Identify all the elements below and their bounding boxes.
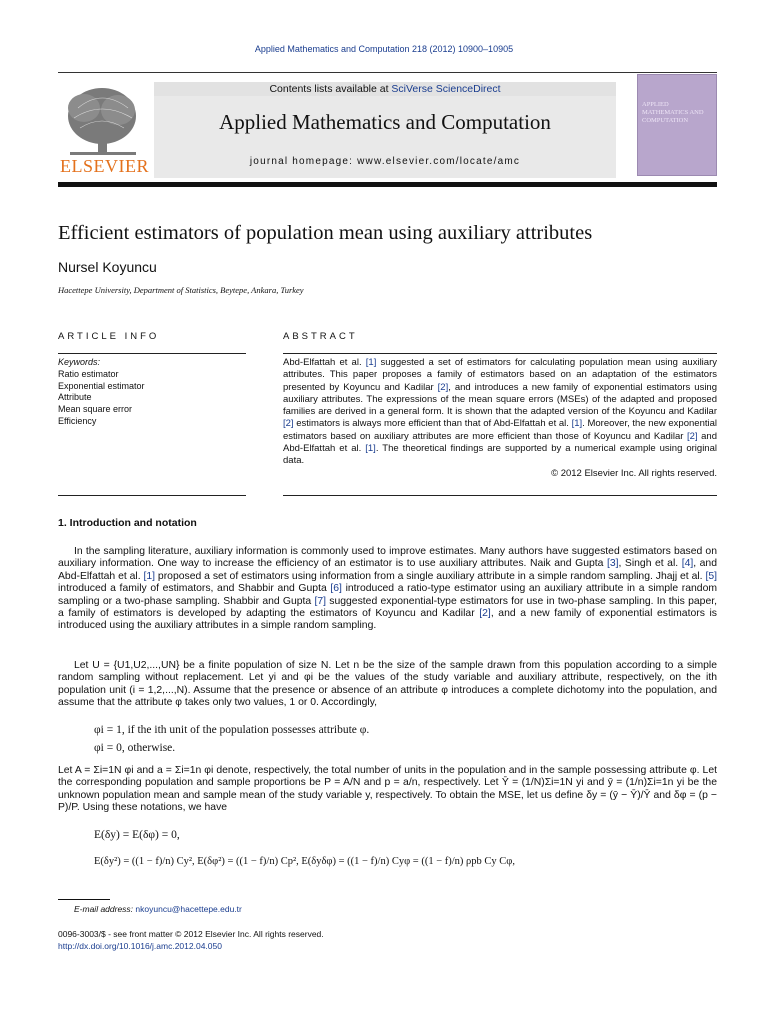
keyword-item: Exponential estimator xyxy=(58,380,145,391)
article-info-label: ARTICLE INFO xyxy=(58,331,160,342)
text-fragment: , and Abd-Elfattah et al. xyxy=(58,558,717,582)
citation-link[interactable]: [2] xyxy=(437,381,449,393)
citation-link[interactable]: [7] xyxy=(314,595,327,607)
journal-citation[interactable]: Applied Mathematics and Computation 218 (2012) 10900–10905 xyxy=(254,44,514,54)
elsevier-wordmark[interactable]: ELSEVIER xyxy=(60,156,149,176)
abstract-copyright: © 2012 Elsevier Inc. All rights reserved. xyxy=(551,467,717,479)
journal-cover-thumbnail[interactable] xyxy=(637,74,717,176)
keyword-item: Efficiency xyxy=(58,415,97,426)
keywords-label: Keywords: xyxy=(58,357,101,367)
keyword-item: Ratio estimator xyxy=(58,368,119,379)
citation-link[interactable]: [4] xyxy=(681,558,694,570)
footnote-rule xyxy=(58,899,110,900)
citation-link[interactable]: [2] xyxy=(283,418,294,430)
journal-homepage[interactable]: journal homepage: www.elsevier.com/locate/amc xyxy=(249,156,521,167)
keyword-item: Mean square error xyxy=(58,404,133,415)
keyword-item: Attribute xyxy=(58,392,92,403)
equation-variances: E(δy²) = ((1 − f)/n) Cy², E(δφ²) = ((1 − f)/n) Cp², E(δyδφ) = ((1 − f)/n) Cyφ = ((1 − f)/n) ρpb Cy Cφ, xyxy=(94,856,515,867)
journal-banner xyxy=(154,82,616,178)
abstract-fragment: . Moreover, the new exponential estimators based on auxiliary attributes are more efficient than those of Koyuncu and Kadilar xyxy=(283,418,717,442)
citation-link[interactable]: [1] xyxy=(143,570,156,582)
intro-paragraph-2: Let U = {U1,U2,...,UN} be a finite population of size N. Let n be the size of the sample drawn from this population according to a simple random sampling without replacement. Let yi and φi be the values of the study variable and auxiliary attribute, respectively, on the ith population unit (i = 1,2,...,N). Assume that the presence or absence of an attribute φ introduces a complete dichotomy into the population, and assume that the attribute φ takes only two values, 1 or 0. Accordingly, xyxy=(58,660,717,709)
section-heading: 1. Introduction and notation xyxy=(58,517,197,529)
citation-link[interactable]: [6] xyxy=(330,583,342,595)
text-fragment: , Singh et al. xyxy=(618,558,682,570)
text-fragment: In the sampling literature, auxiliary information is commonly used to improve estimates. Many authors have suggested estimators based on auxiliary information. One way to increase the efficiency of an estimator is to use auxiliary attributes. Naik and Gupta xyxy=(58,546,717,570)
abstract-rule xyxy=(283,353,717,354)
abstract-fragment: Abd-Elfattah et al. xyxy=(283,357,366,368)
sciencedirect-link[interactable]: SciVerse ScienceDirect xyxy=(391,83,501,95)
author-affiliation: Hacettepe University, Department of Statistics, Beytepe, Ankara, Turkey xyxy=(58,285,304,295)
abstract-label: ABSTRACT xyxy=(283,331,358,342)
article-info-bottom-rule xyxy=(58,495,246,496)
abstract-text xyxy=(283,357,717,480)
front-matter-notice: 0096-3003/$ - see front matter © 2012 Elsevier Inc. All rights reserved. xyxy=(58,929,324,939)
citation-link[interactable]: [1] xyxy=(365,357,377,368)
email-label: E-mail address: xyxy=(74,904,136,914)
citation-link[interactable]: [1] xyxy=(365,443,376,455)
journal-name: Applied Mathematics and Computation xyxy=(219,110,551,134)
abstract-fragment: and Abd-Elfattah et al. xyxy=(283,430,717,455)
text-fragment: proposed a set of estimators using information from a single auxiliary attribute in a simple random sampling. Jhajj et al. xyxy=(155,570,706,582)
keywords-block xyxy=(58,357,248,428)
citation-link[interactable]: [2] xyxy=(479,608,491,620)
abstract-fragment: , and introduces a new family of exponential estimators using auxiliary attributes. The expressions of the mean square errors (MSEs) of the adapted and proposed families are derived in a general form. It is shown that the adapted version of the Koyuncu and Kadilar xyxy=(283,381,717,418)
equation-expectations: E(δy) = E(δφ) = 0, xyxy=(94,829,180,841)
abstract-fragment: estimators is always more efficient than that of Abd-Elfattah et al. xyxy=(293,418,572,430)
author-name[interactable]: Nursel Koyuncu xyxy=(58,259,157,275)
abstract-bottom-rule xyxy=(283,495,717,496)
citation-link[interactable]: [1] xyxy=(571,418,583,430)
text-fragment: introduced a family of estimators, and Shabbir and Gupta xyxy=(58,583,331,595)
contents-line xyxy=(154,82,616,96)
abstract-fragment: suggested a set of estimators for calculating population mean using auxiliary attributes. This paper proposes a family of estimators based on an adaptation of the estimators presented by Koyuncu and Kadilar xyxy=(283,357,717,393)
citation-link[interactable]: [2] xyxy=(687,430,698,442)
equation-phi-zero: φi = 0, otherwise. xyxy=(94,742,176,754)
citation-link[interactable]: [5] xyxy=(705,570,717,582)
masthead-bottom-rule xyxy=(58,182,717,187)
article-info-rule xyxy=(58,353,246,354)
intro-paragraph-1 xyxy=(58,546,717,633)
footnote-email xyxy=(74,904,242,914)
front-matter xyxy=(58,928,324,952)
email-link[interactable]: nkoyuncu@hacettepe.edu.tr xyxy=(135,904,242,914)
text-fragment: , and a new family of exponential estimators is introduced using the auxiliary attributes in a simple random sampling. xyxy=(58,608,717,632)
cover-title: APPLIED MATHEMATICS AND COMPUTATION xyxy=(642,101,704,124)
intro-paragraph-3: Let A = Σi=1N φi and a = Σi=1n φi denote, respectively, the total number of units in the population and in the sample possessing attribute φ. Let the corresponding population and sample proportions be P = A/N and p = a/n, respectively. Let Ȳ = (1/N)Σi=1N yi and ȳ = (1/n)Σi=1n yi be the unknown population mean and sample mean of the study variable y, respectively. To obtain the MSE, let us define δy = (ȳ − Ȳ)/Ȳ and δφ = (p − P)/P. Using these notations, we have xyxy=(58,765,717,814)
text-fragment: suggested exponential-type estimators for use in two-phase sampling. In this paper, a family of estimators is developed by adapting the estimators of Koyuncu and Kadilar xyxy=(58,595,718,620)
contents-prefix: Contents lists available at xyxy=(269,83,392,95)
equation-phi-one: φi = 1, if the ith unit of the population possesses attribute φ. xyxy=(94,724,370,736)
text-fragment: introduced a ratio-type estimator using an auxiliary attribute in a simple random sampling or a two-phase sampling. Shabbir and Gupta xyxy=(58,583,718,607)
masthead-top-rule xyxy=(58,72,717,73)
article-title: Efficient estimators of population mean using auxiliary attributes xyxy=(58,222,593,244)
doi-link[interactable]: http://dx.doi.org/10.1016/j.amc.2012.04.050 xyxy=(58,941,222,951)
abstract-fragment: . The theoretical findings are supported by a numerical example using original data. xyxy=(283,443,717,467)
citation-link[interactable]: [3] xyxy=(606,558,619,570)
